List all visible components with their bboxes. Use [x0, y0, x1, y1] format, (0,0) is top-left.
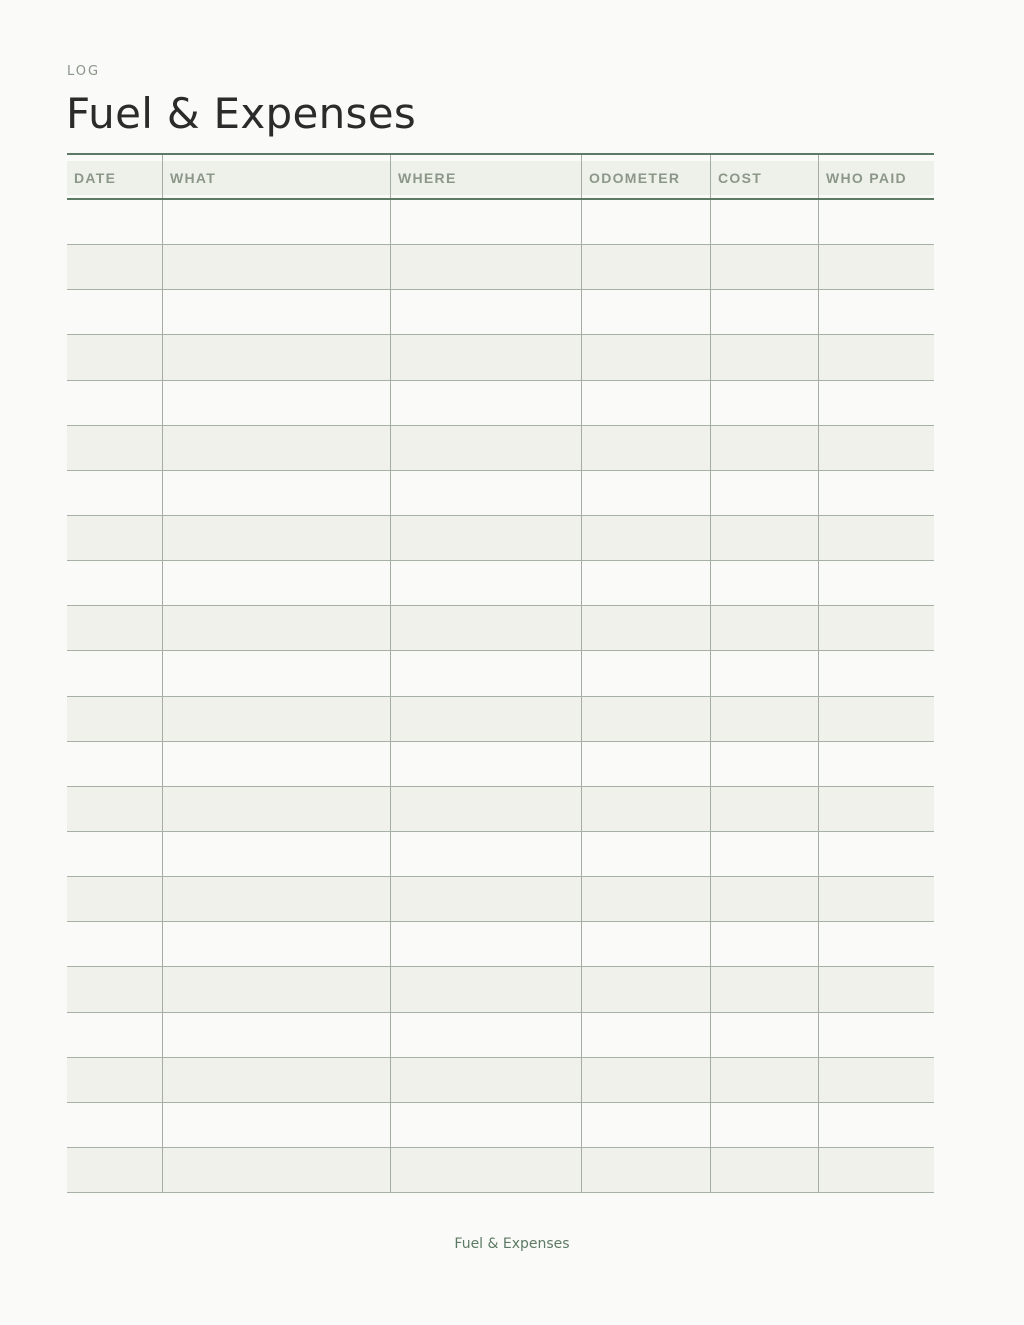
- cell-date[interactable]: [67, 967, 162, 1011]
- cell-odometer[interactable]: [581, 1058, 710, 1102]
- cell-where[interactable]: [390, 561, 581, 605]
- cell-who-paid[interactable]: [818, 290, 934, 334]
- cell-date[interactable]: [67, 471, 162, 515]
- cell-odometer[interactable]: [581, 426, 710, 470]
- table-row: [67, 697, 934, 742]
- cell-odometer[interactable]: [581, 877, 710, 921]
- cell-who-paid[interactable]: [818, 200, 934, 244]
- table-row: [67, 606, 934, 651]
- cell-date[interactable]: [67, 742, 162, 786]
- column-header-what: WHAT: [162, 155, 390, 198]
- cell-who-paid[interactable]: [818, 381, 934, 425]
- cell-date[interactable]: [67, 516, 162, 560]
- cell-odometer[interactable]: [581, 967, 710, 1011]
- cell-who-paid[interactable]: [818, 651, 934, 695]
- cell-what[interactable]: [162, 200, 390, 244]
- cell-who-paid[interactable]: [818, 742, 934, 786]
- cell-what[interactable]: [162, 471, 390, 515]
- cell-odometer[interactable]: [581, 742, 710, 786]
- cell-what[interactable]: [162, 335, 390, 379]
- cell-date[interactable]: [67, 651, 162, 695]
- cell-cost[interactable]: [710, 832, 818, 876]
- cell-who-paid[interactable]: [818, 335, 934, 379]
- cell-who-paid[interactable]: [818, 561, 934, 605]
- column-header-where: WHERE: [390, 155, 581, 198]
- column-header-cost: COST: [710, 155, 818, 198]
- cell-what[interactable]: [162, 516, 390, 560]
- cell-where[interactable]: [390, 606, 581, 650]
- cell-odometer[interactable]: [581, 471, 710, 515]
- table-row: [67, 200, 934, 245]
- cell-where[interactable]: [390, 245, 581, 289]
- cell-odometer[interactable]: [581, 832, 710, 876]
- table-row: [67, 1013, 934, 1058]
- cell-date[interactable]: [67, 787, 162, 831]
- cell-what[interactable]: [162, 742, 390, 786]
- table-header-row: [67, 155, 934, 200]
- cell-cost[interactable]: [710, 651, 818, 695]
- cell-what[interactable]: [162, 290, 390, 334]
- cell-odometer[interactable]: [581, 290, 710, 334]
- cell-date[interactable]: [67, 290, 162, 334]
- cell-what[interactable]: [162, 832, 390, 876]
- cell-who-paid[interactable]: [818, 697, 934, 741]
- cell-who-paid[interactable]: [818, 471, 934, 515]
- cell-who-paid[interactable]: [818, 967, 934, 1011]
- cell-odometer[interactable]: [581, 1013, 710, 1057]
- cell-where[interactable]: [390, 877, 581, 921]
- table-row: [67, 967, 934, 1012]
- cell-date[interactable]: [67, 606, 162, 650]
- cell-date[interactable]: [67, 561, 162, 605]
- cell-what[interactable]: [162, 922, 390, 966]
- cell-date[interactable]: [67, 335, 162, 379]
- cell-date[interactable]: [67, 697, 162, 741]
- cell-odometer[interactable]: [581, 561, 710, 605]
- cell-odometer[interactable]: [581, 516, 710, 560]
- cell-who-paid[interactable]: [818, 832, 934, 876]
- cell-cost[interactable]: [710, 335, 818, 379]
- cell-where[interactable]: [390, 200, 581, 244]
- table-row: [67, 651, 934, 696]
- table-row: [67, 426, 934, 471]
- table-row: [67, 877, 934, 922]
- cell-date[interactable]: [67, 832, 162, 876]
- cell-date[interactable]: [67, 1103, 162, 1147]
- cell-cost[interactable]: [710, 787, 818, 831]
- cell-cost[interactable]: [710, 606, 818, 650]
- cell-who-paid[interactable]: [818, 516, 934, 560]
- column-header-odometer: ODOMETER: [581, 155, 710, 198]
- cell-date[interactable]: [67, 922, 162, 966]
- cell-who-paid[interactable]: [818, 877, 934, 921]
- cell-what[interactable]: [162, 1148, 390, 1192]
- table-row: [67, 832, 934, 877]
- cell-where[interactable]: [390, 290, 581, 334]
- cell-cost[interactable]: [710, 742, 818, 786]
- table-row: [67, 245, 934, 290]
- cell-odometer[interactable]: [581, 200, 710, 244]
- cell-cost[interactable]: [710, 1103, 818, 1147]
- cell-where[interactable]: [390, 381, 581, 425]
- cell-odometer[interactable]: [581, 335, 710, 379]
- cell-cost[interactable]: [710, 877, 818, 921]
- cell-who-paid[interactable]: [818, 426, 934, 470]
- cell-where[interactable]: [390, 1148, 581, 1192]
- cell-cost[interactable]: [710, 1058, 818, 1102]
- cell-date[interactable]: [67, 426, 162, 470]
- cell-who-paid[interactable]: [818, 787, 934, 831]
- table-row: [67, 516, 934, 561]
- table-row: [67, 381, 934, 426]
- cell-odometer[interactable]: [581, 697, 710, 741]
- cell-cost[interactable]: [710, 471, 818, 515]
- cell-odometer[interactable]: [581, 787, 710, 831]
- cell-who-paid[interactable]: [818, 1148, 934, 1192]
- cell-what[interactable]: [162, 1103, 390, 1147]
- cell-date[interactable]: [67, 1058, 162, 1102]
- cell-what[interactable]: [162, 787, 390, 831]
- cell-odometer[interactable]: [581, 606, 710, 650]
- table-row: [67, 471, 934, 516]
- cell-odometer[interactable]: [581, 245, 710, 289]
- column-header-who-paid: WHO PAID: [818, 155, 934, 198]
- cell-date[interactable]: [67, 1148, 162, 1192]
- cell-what[interactable]: [162, 1058, 390, 1102]
- cell-where[interactable]: [390, 426, 581, 470]
- cell-where[interactable]: [390, 516, 581, 560]
- cell-cost[interactable]: [710, 922, 818, 966]
- cell-who-paid[interactable]: [818, 606, 934, 650]
- cell-date[interactable]: [67, 877, 162, 921]
- cell-what[interactable]: [162, 426, 390, 470]
- cell-who-paid[interactable]: [818, 245, 934, 289]
- cell-what[interactable]: [162, 381, 390, 425]
- cell-cost[interactable]: [710, 290, 818, 334]
- cell-cost[interactable]: [710, 1013, 818, 1057]
- table-body: [67, 200, 934, 1193]
- cell-where[interactable]: [390, 787, 581, 831]
- cell-odometer[interactable]: [581, 1103, 710, 1147]
- cell-what[interactable]: [162, 877, 390, 921]
- cell-cost[interactable]: [710, 426, 818, 470]
- table-row: [67, 1058, 934, 1103]
- cell-date[interactable]: [67, 245, 162, 289]
- table-row: [67, 1103, 934, 1148]
- table-row: [67, 742, 934, 787]
- cell-where[interactable]: [390, 1103, 581, 1147]
- table-row: [67, 290, 934, 335]
- cell-where[interactable]: [390, 335, 581, 379]
- cell-what[interactable]: [162, 561, 390, 605]
- table-row: [67, 1148, 934, 1193]
- cell-what[interactable]: [162, 245, 390, 289]
- cell-odometer[interactable]: [581, 922, 710, 966]
- cell-what[interactable]: [162, 967, 390, 1011]
- cell-odometer[interactable]: [581, 1148, 710, 1192]
- cell-who-paid[interactable]: [818, 1103, 934, 1147]
- cell-where[interactable]: [390, 922, 581, 966]
- cell-where[interactable]: [390, 1058, 581, 1102]
- cell-where[interactable]: [390, 471, 581, 515]
- cell-cost[interactable]: [710, 967, 818, 1011]
- cell-who-paid[interactable]: [818, 1058, 934, 1102]
- column-header-date: DATE: [67, 155, 162, 198]
- table-row: [67, 787, 934, 832]
- cell-what[interactable]: [162, 651, 390, 695]
- cell-what[interactable]: [162, 1013, 390, 1057]
- cell-where[interactable]: [390, 742, 581, 786]
- section-kicker: LOG: [67, 64, 101, 79]
- cell-where[interactable]: [390, 832, 581, 876]
- cell-who-paid[interactable]: [818, 922, 934, 966]
- cell-cost[interactable]: [710, 381, 818, 425]
- cell-cost[interactable]: [710, 200, 818, 244]
- cell-who-paid[interactable]: [818, 1013, 934, 1057]
- table-row: [67, 561, 934, 606]
- cell-what[interactable]: [162, 697, 390, 741]
- expense-log-table: [67, 153, 934, 1193]
- page-title: Fuel & Expenses: [66, 89, 417, 138]
- cell-odometer[interactable]: [581, 651, 710, 695]
- cell-cost[interactable]: [710, 561, 818, 605]
- cell-date[interactable]: [67, 381, 162, 425]
- cell-cost[interactable]: [710, 1148, 818, 1192]
- table-row: [67, 335, 934, 380]
- table-row: [67, 922, 934, 967]
- cell-date[interactable]: [67, 200, 162, 244]
- cell-cost[interactable]: [710, 245, 818, 289]
- cell-date[interactable]: [67, 1013, 162, 1057]
- cell-where[interactable]: [390, 651, 581, 695]
- page-footer: Fuel & Expenses: [454, 1236, 570, 1252]
- cell-cost[interactable]: [710, 697, 818, 741]
- cell-cost[interactable]: [710, 516, 818, 560]
- cell-what[interactable]: [162, 606, 390, 650]
- cell-odometer[interactable]: [581, 381, 710, 425]
- cell-where[interactable]: [390, 697, 581, 741]
- cell-where[interactable]: [390, 1013, 581, 1057]
- cell-where[interactable]: [390, 967, 581, 1011]
